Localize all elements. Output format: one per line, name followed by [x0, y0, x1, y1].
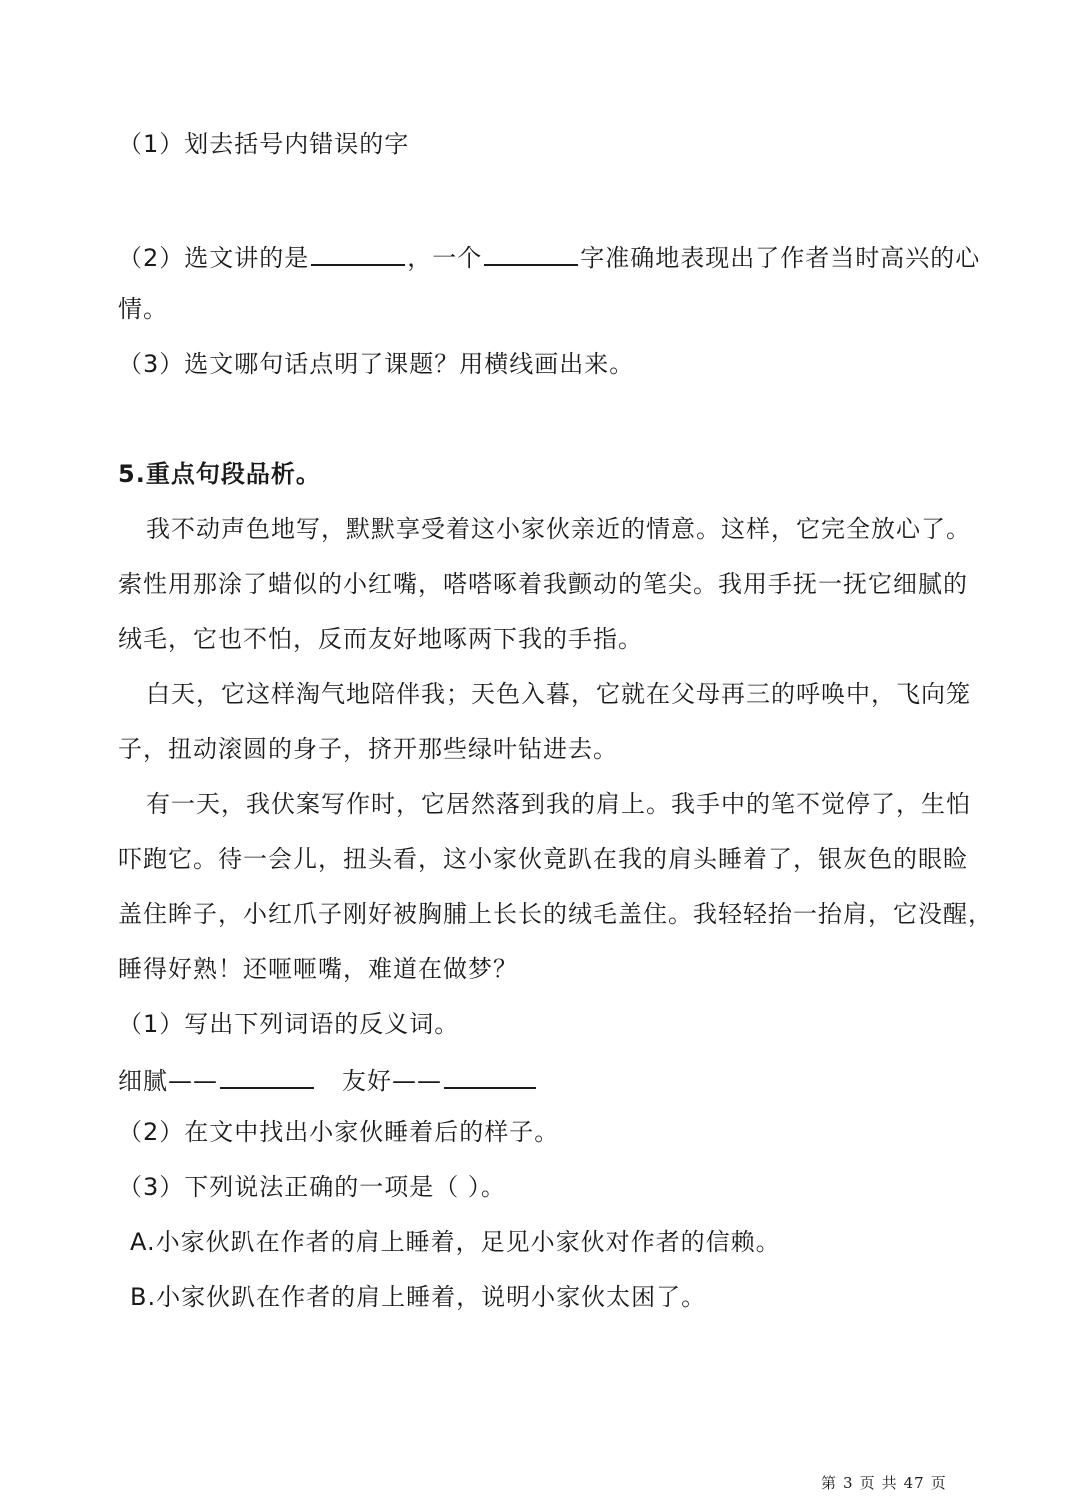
passage-line: 有一天，我伏案写作时，它居然落到我的肩上。我手中的笔不觉停了，生怕 — [146, 790, 971, 818]
question-4-2-text-c: 字准确地表现出了作者当时高兴的心 — [580, 244, 981, 272]
question-4-3: （3）选文哪句话点明了课题？用横线画出来。 — [118, 350, 635, 378]
page-label: 共 — [881, 1474, 898, 1492]
option-a[interactable]: A.小家伙趴在作者的肩上睡着，足见小家伙对作者的信赖。 — [130, 1228, 781, 1256]
antonym-blank-2[interactable] — [444, 1065, 536, 1089]
page-label: 第 — [821, 1474, 838, 1492]
page-label: 页 — [930, 1474, 947, 1492]
passage-line: 吓跑它。待一会儿，扭头看，这小家伙竟趴在我的肩头睡着了，银灰色的眼睑 — [118, 845, 968, 873]
passage-line: 我不动声色地写，默默享受着这小家伙亲近的情意。这样，它完全放心了。 — [146, 515, 971, 543]
question-4-2-continued: 情。 — [118, 295, 168, 323]
question-4-2 — [118, 242, 980, 270]
page-current: 3 — [843, 1474, 854, 1492]
antonym-row — [118, 1065, 538, 1093]
passage-line: 白天，它这样淘气地陪伴我；天色入暮，它就在父母再三的呼唤中，飞向笼 — [146, 680, 971, 708]
antonym-word-1: 细腻—— — [118, 1067, 218, 1095]
question-4-1: （1）划去括号内错误的字 — [118, 130, 410, 158]
passage-line: 睡得好熟！还咂咂嘴，难道在做梦？ — [118, 955, 518, 983]
section-5-heading: 5.重点句段品析。 — [118, 460, 321, 488]
passage-line: 索性用那涂了蜡似的小红嘴，嗒嗒啄着我颤动的笔尖。我用手抚一抚它细腻的 — [118, 570, 968, 598]
passage-line: 盖住眸子，小红爪子刚好被胸脯上长长的绒毛盖住。我轻轻抬一抬肩，它没醒， — [118, 900, 993, 928]
page-total: 47 — [903, 1474, 925, 1492]
question-5-1: （1）写出下列词语的反义词。 — [118, 1010, 460, 1038]
passage-line: 子，扭动滚圆的身子，挤开那些绿叶钻进去。 — [118, 735, 618, 763]
answer-blank-1[interactable] — [311, 242, 405, 266]
question-4-2-text-b: ，一个 — [407, 244, 483, 272]
page-label: 页 — [859, 1474, 876, 1492]
question-5-2: （2）在文中找出小家伙睡着后的样子。 — [118, 1118, 560, 1146]
passage-line: 绒毛，它也不怕，反而友好地啄两下我的手指。 — [118, 625, 643, 653]
option-b[interactable]: B.小家伙趴在作者的肩上睡着，说明小家伙太困了。 — [130, 1283, 707, 1311]
page-number — [818, 1472, 950, 1493]
antonym-word-2: 友好—— — [342, 1067, 442, 1095]
question-5-3: （3）下列说法正确的一项是（ ）。 — [118, 1173, 506, 1201]
answer-blank-2[interactable] — [484, 242, 578, 266]
question-4-2-text-a: （2）选文讲的是 — [118, 244, 310, 272]
antonym-blank-1[interactable] — [220, 1065, 314, 1089]
